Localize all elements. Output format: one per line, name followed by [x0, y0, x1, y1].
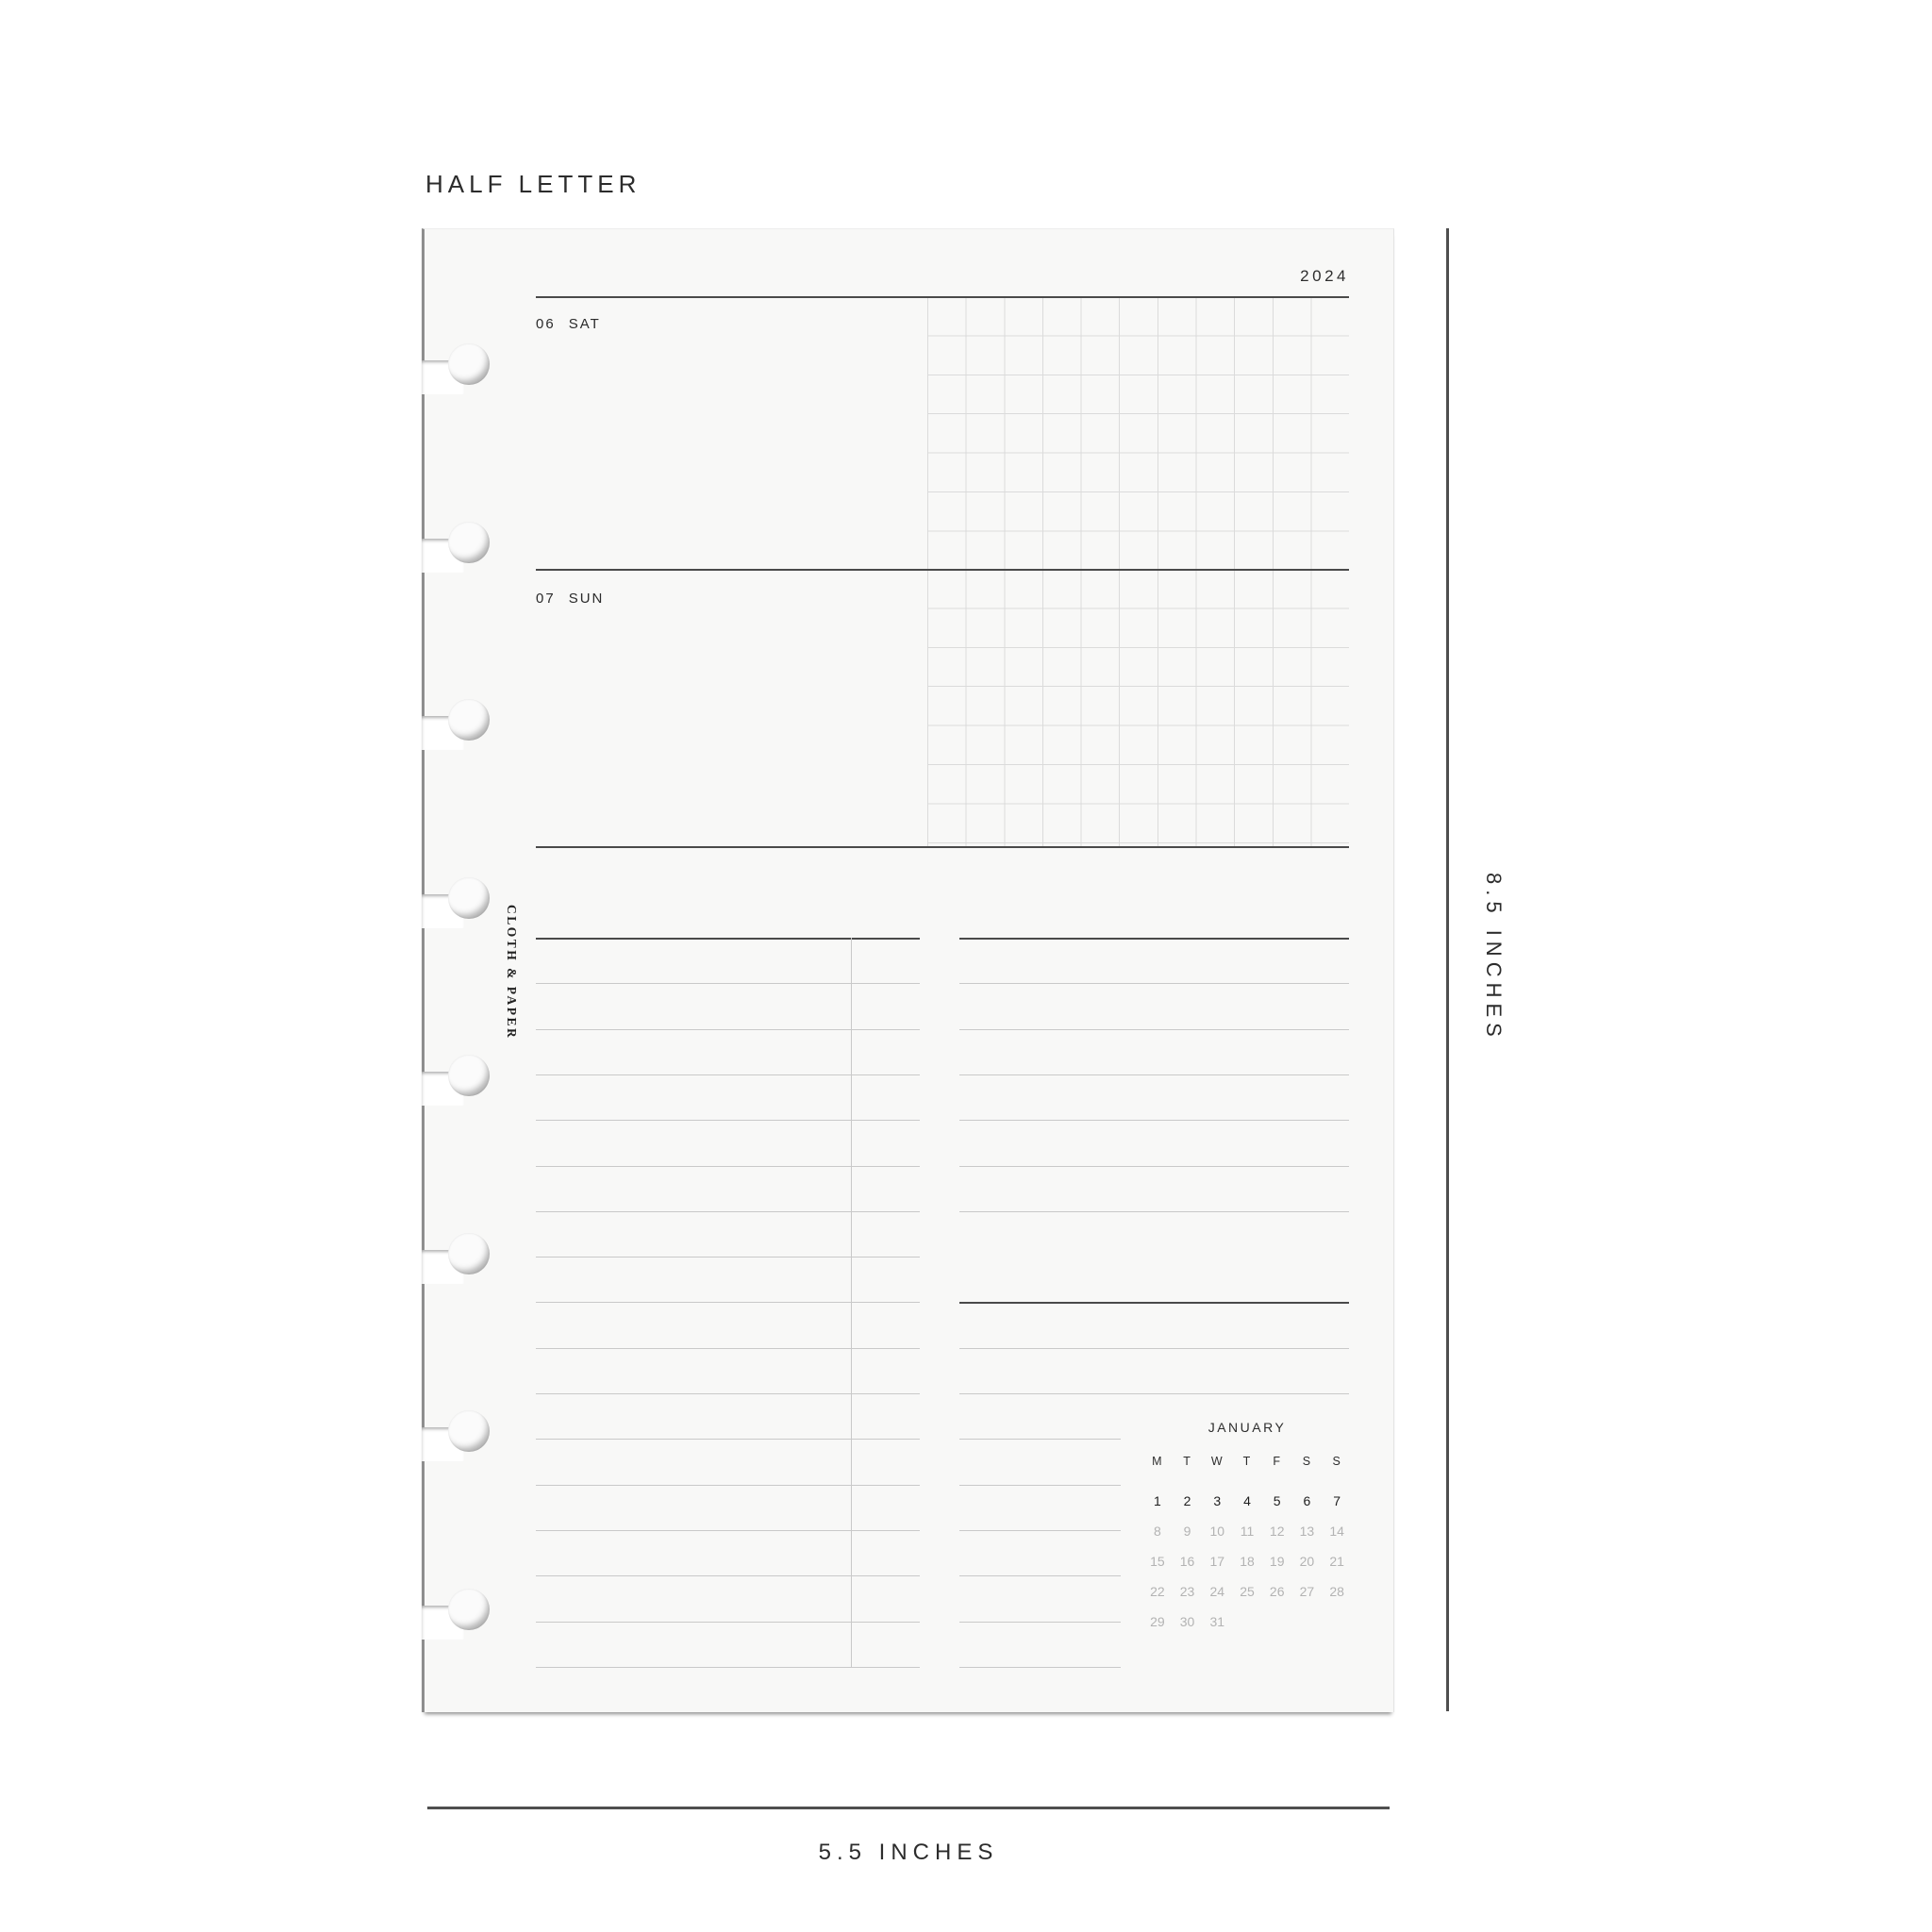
notes-right-rule-line	[959, 1120, 1349, 1121]
mini-calendar-title: JANUARY	[1208, 1420, 1287, 1435]
day-name-sat: SAT	[568, 316, 601, 332]
notes-right-rule-line	[959, 1348, 1349, 1349]
calendar-date: 5	[1273, 1493, 1281, 1508]
disc-notch-hole	[448, 1410, 490, 1452]
notes-left-rule-line	[536, 1029, 920, 1030]
calendar-date: 10	[1209, 1524, 1225, 1539]
calendar-date: 21	[1329, 1554, 1344, 1569]
calendar-weekday: F	[1273, 1455, 1282, 1468]
calendar-date: 8	[1153, 1524, 1161, 1539]
height-ruler-line	[1446, 228, 1449, 1711]
calendar-date: 27	[1299, 1584, 1315, 1599]
notes-right-rule-line	[959, 1166, 1349, 1167]
calendar-date: 13	[1299, 1524, 1315, 1539]
notes-left-rule-line	[536, 1575, 920, 1576]
notes-left-rule-line	[536, 1622, 920, 1623]
calendar-date: 14	[1329, 1524, 1344, 1539]
disc-notch-hole	[448, 343, 490, 385]
brand-logo-text: CLOTH & PAPER	[505, 905, 519, 1041]
page-size-title: HALF LETTER	[425, 170, 641, 198]
calendar-date: 3	[1213, 1493, 1222, 1508]
notes-right-rule-line	[959, 1029, 1349, 1030]
notes-right-rule-line	[959, 1530, 1121, 1531]
year-label: 2024	[1300, 267, 1349, 285]
notes-left-rule-line	[536, 1211, 920, 1212]
width-ruler-line	[427, 1807, 1390, 1809]
disc-notch-hole	[448, 522, 490, 563]
calendar-date	[1292, 1607, 1323, 1637]
calendar-weekday: M	[1152, 1455, 1163, 1468]
calendar-date: 31	[1209, 1614, 1225, 1629]
calendar-date: 9	[1183, 1524, 1191, 1539]
calendar-date: 16	[1179, 1554, 1195, 1569]
disc-notch-hole	[448, 1055, 490, 1096]
calendar-date: 19	[1269, 1554, 1285, 1569]
calendar-date: 22	[1150, 1584, 1165, 1599]
notes-right-rule-line	[959, 1211, 1349, 1212]
notes-right-rule-line	[959, 1439, 1121, 1440]
notes-left-rule-line	[536, 1166, 920, 1167]
planner-page	[422, 228, 1394, 1712]
notes-right-rule-line	[959, 1622, 1121, 1623]
calendar-date: 17	[1209, 1554, 1225, 1569]
day-number-sat: 06	[536, 316, 556, 332]
calendar-date	[1232, 1607, 1262, 1637]
calendar-weekday: W	[1210, 1455, 1224, 1468]
sat-notes-grid	[927, 296, 1349, 570]
calendar-date: 29	[1150, 1614, 1165, 1629]
calendar-date: 24	[1209, 1584, 1225, 1599]
day-name-sun: SUN	[568, 591, 605, 607]
notes-left-divider	[851, 938, 852, 1667]
sat-section-line	[536, 296, 1349, 298]
calendar-date: 26	[1269, 1584, 1285, 1599]
notes-left-rule-line	[536, 1393, 920, 1394]
sun-section-line	[536, 569, 1349, 571]
notes-left-rule-line	[536, 1302, 920, 1303]
notes-left-rule-line	[536, 1530, 920, 1531]
calendar-weekday: T	[1242, 1455, 1252, 1468]
disc-notch-hole	[448, 699, 490, 741]
disc-notch-hole	[448, 1233, 490, 1274]
notes-left-rule-line	[536, 1439, 920, 1440]
notes-left-rule-line	[536, 1348, 920, 1349]
calendar-date: 6	[1303, 1493, 1311, 1508]
calendar-date: 23	[1179, 1584, 1195, 1599]
calendar-date: 15	[1150, 1554, 1165, 1569]
calendar-date: 20	[1299, 1554, 1315, 1569]
notes-left-rule-line	[536, 983, 920, 984]
calendar-weekday: S	[1332, 1455, 1341, 1468]
disc-notch-hole	[448, 877, 490, 919]
calendar-date: 4	[1243, 1493, 1251, 1508]
calendar-date: 30	[1179, 1614, 1195, 1629]
calendar-weekday: T	[1183, 1455, 1191, 1468]
calendar-date: 11	[1240, 1524, 1255, 1539]
calendar-date: 18	[1240, 1554, 1255, 1569]
calendar-date: 1	[1153, 1493, 1161, 1508]
height-ruler-label: 8.5 INCHES	[1482, 873, 1506, 1042]
calendar-date: 25	[1240, 1584, 1255, 1599]
calendar-date: 12	[1269, 1524, 1285, 1539]
notes-right-rule-line	[959, 1074, 1349, 1075]
notes-left-rule-line	[536, 1485, 920, 1486]
notes-right-rule-line	[959, 1575, 1121, 1576]
calendar-date: 2	[1183, 1493, 1191, 1508]
notes-right-rule-line	[959, 938, 1349, 940]
notes-right-rule-line	[959, 1393, 1349, 1394]
mini-calendar-dates	[1142, 1486, 1352, 1637]
width-ruler-label: 5.5 INCHES	[818, 1840, 999, 1865]
notes-right-rule-line	[959, 983, 1349, 984]
notes-left-rule-line	[536, 1667, 920, 1668]
day-header-sat	[536, 317, 601, 331]
notes-left-rule-line	[536, 938, 920, 940]
calendar-date: 28	[1329, 1584, 1344, 1599]
notes-left-rule-line	[536, 1120, 920, 1121]
notes-right-rule-line	[959, 1485, 1121, 1486]
notes-left-rule-line	[536, 1074, 920, 1075]
sun-section-bottom-line	[536, 846, 1349, 848]
calendar-date: 7	[1333, 1493, 1341, 1508]
day-number-sun: 07	[536, 591, 556, 607]
notes-right-rule-line	[959, 1302, 1349, 1304]
disc-notch-hole	[448, 1589, 490, 1630]
calendar-date	[1322, 1607, 1352, 1637]
sun-notes-grid	[927, 569, 1349, 847]
calendar-date	[1262, 1607, 1292, 1637]
calendar-weekday: S	[1302, 1455, 1312, 1468]
notes-right-rule-line	[959, 1667, 1121, 1668]
day-header-sun	[536, 591, 604, 606]
mini-calendar-weekday-row	[1142, 1446, 1352, 1476]
